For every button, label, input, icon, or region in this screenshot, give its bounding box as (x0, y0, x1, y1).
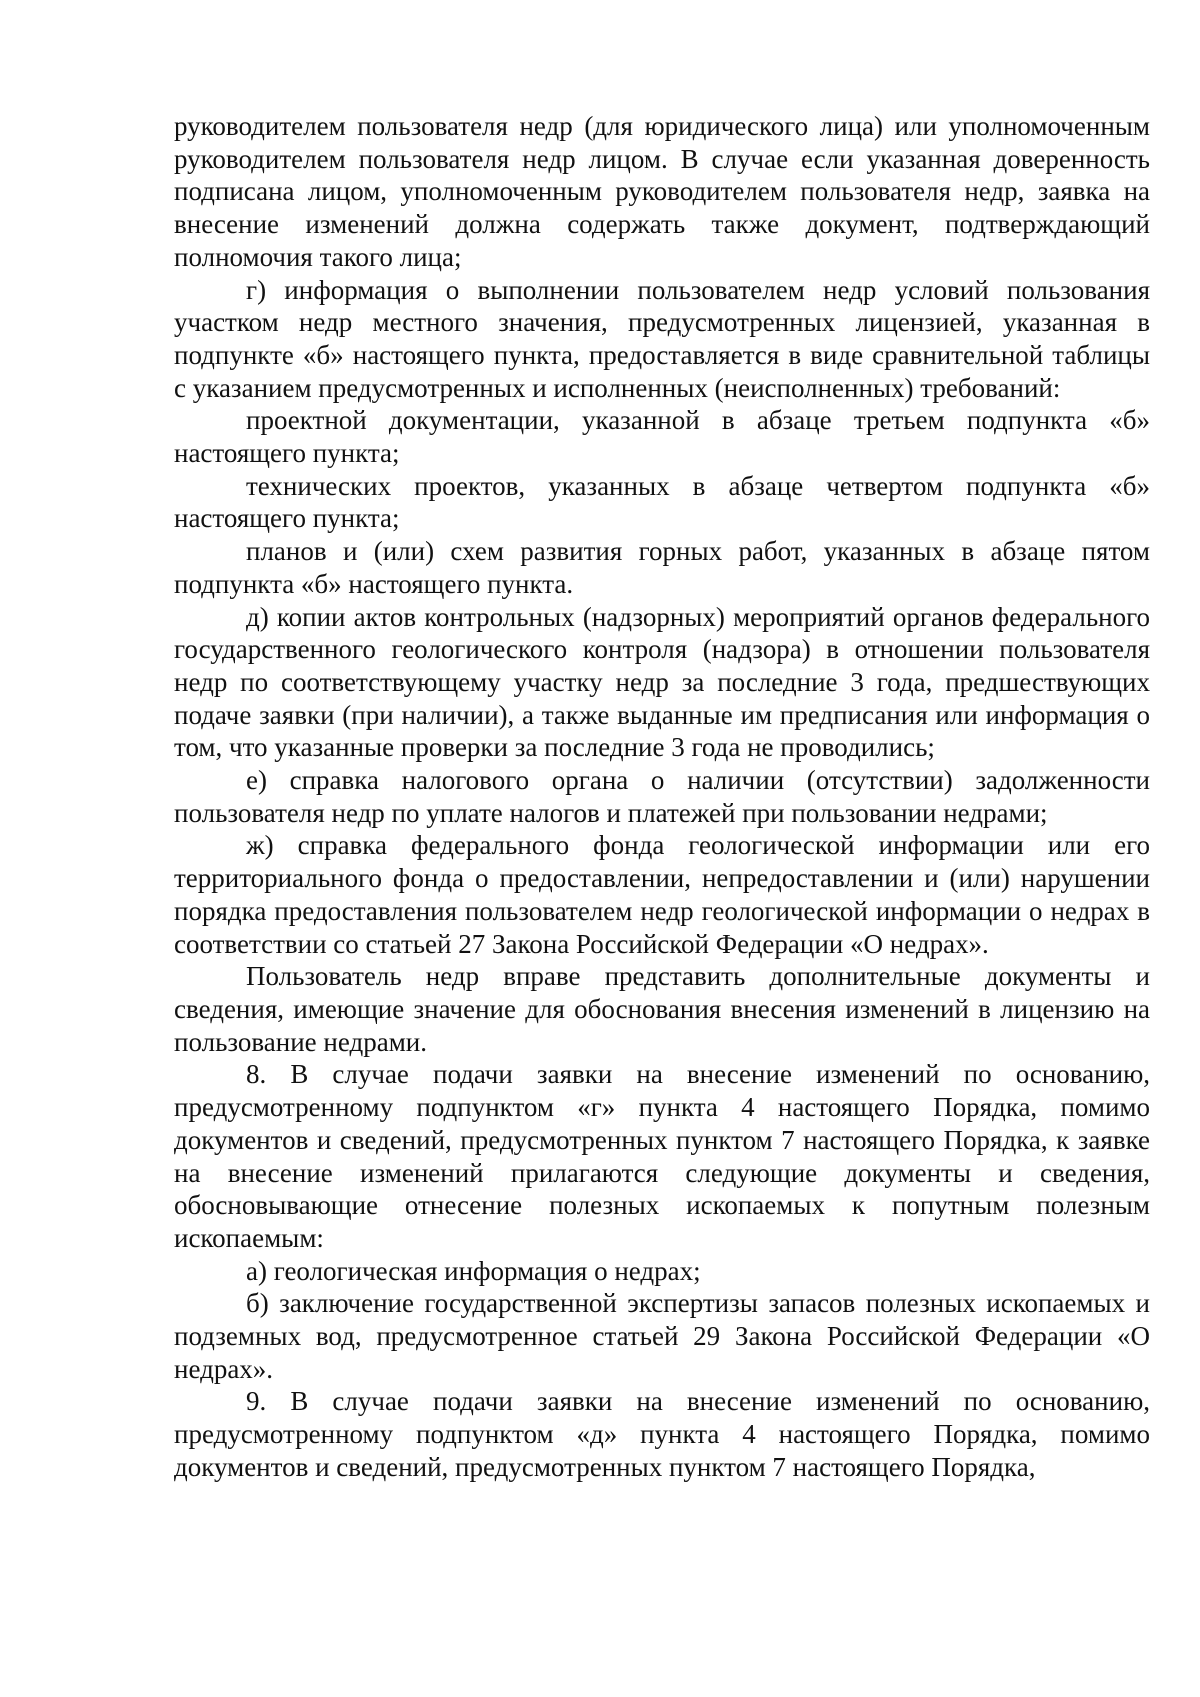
document-page (174, 110, 1150, 1484)
paragraph-13: 9. В случае подачи заявки на внесение изменений по основанию, предусмотренному подпунктом «д» пункта 4 настоящего Порядка, помимо документов и сведений, предусмотренных пунктом 7 настоящего Порядка, (174, 1386, 1150, 1482)
paragraph-10: 8. В случае подачи заявки на внесение изменений по основанию, предусмотренному подпунктом «г» пункта 4 настоящего Порядка, помимо документов и сведений, предусмотренных пунктом 7 настоящего Порядка, к заявке на внесение изменений прилагаются следующие документы и сведения, обосновывающие отнесение полезных ископаемых к попутным полезным ископаемым: (174, 1059, 1150, 1253)
paragraph-11: а) геологическая информация о недрах; (246, 1255, 701, 1286)
paragraph-8: ж) справка федерального фонда геологической информации или его территориального фонда о предоставлении, непредоставлении и (или) нарушении порядка предоставления пользователем недр геологической информации о недрах в соответствии со статьей 27 Закона Российской Федерации «О недрах». (174, 830, 1150, 959)
paragraph-9: Пользователь недр вправе представить дополнительные документы и сведения, имеющие значение для обоснования внесения изменений в лицензию на пользование недрами. (174, 961, 1150, 1057)
paragraph-3: проектной документации, указанной в абзаце третьем подпункта «б» настоящего пункта; (174, 405, 1150, 469)
paragraph-6: д) копии актов контрольных (надзорных) мероприятий органов федерального государственного геологического контроля (надзора) в отношении пользователя недр по соответствующему участку недр за последние 3 года, предшествующих подаче заявки (при наличии), а также выданные им предписания или информация о том, что указанные проверки за последние 3 года не проводились; (174, 601, 1150, 763)
paragraph-5: планов и (или) схем развития горных работ, указанных в абзаце пятом подпункта «б» настоящего пункта. (174, 536, 1150, 599)
paragraph-4: технических проектов, указанных в абзаце четвертом подпункта «б» настоящего пункта; (174, 470, 1150, 534)
paragraph-2: г) информация о выполнении пользователем недр условий пользования участком недр местного значения, предусмотренных лицензией, указанная в подпункте «б» настоящего пункта, предоставляется в виде сравнительной таблицы с указанием предусмотренных и исполненных (неисполненных) требований: (174, 274, 1150, 403)
paragraph-12: б) заключение государственной экспертизы запасов полезных ископаемых и подземных вод, предусмотренное статьей 29 Закона Российской Федерации «О недрах». (174, 1288, 1150, 1384)
paragraph-1: руководителем пользователя недр (для юридического лица) или уполномоченным руководителем пользователя недр лицом. В случае если указанная доверенность подписана лицом, уполномоченным руководителем пользователя недр, заявка на внесение изменений должна содержать также документ, подтверждающий полномочия такого лица; (174, 111, 1150, 272)
paragraph-7: е) справка налогового органа о наличии (отсутствии) задолженности пользователя недр по уплате налогов и платежей при пользовании недрами; (174, 765, 1150, 828)
